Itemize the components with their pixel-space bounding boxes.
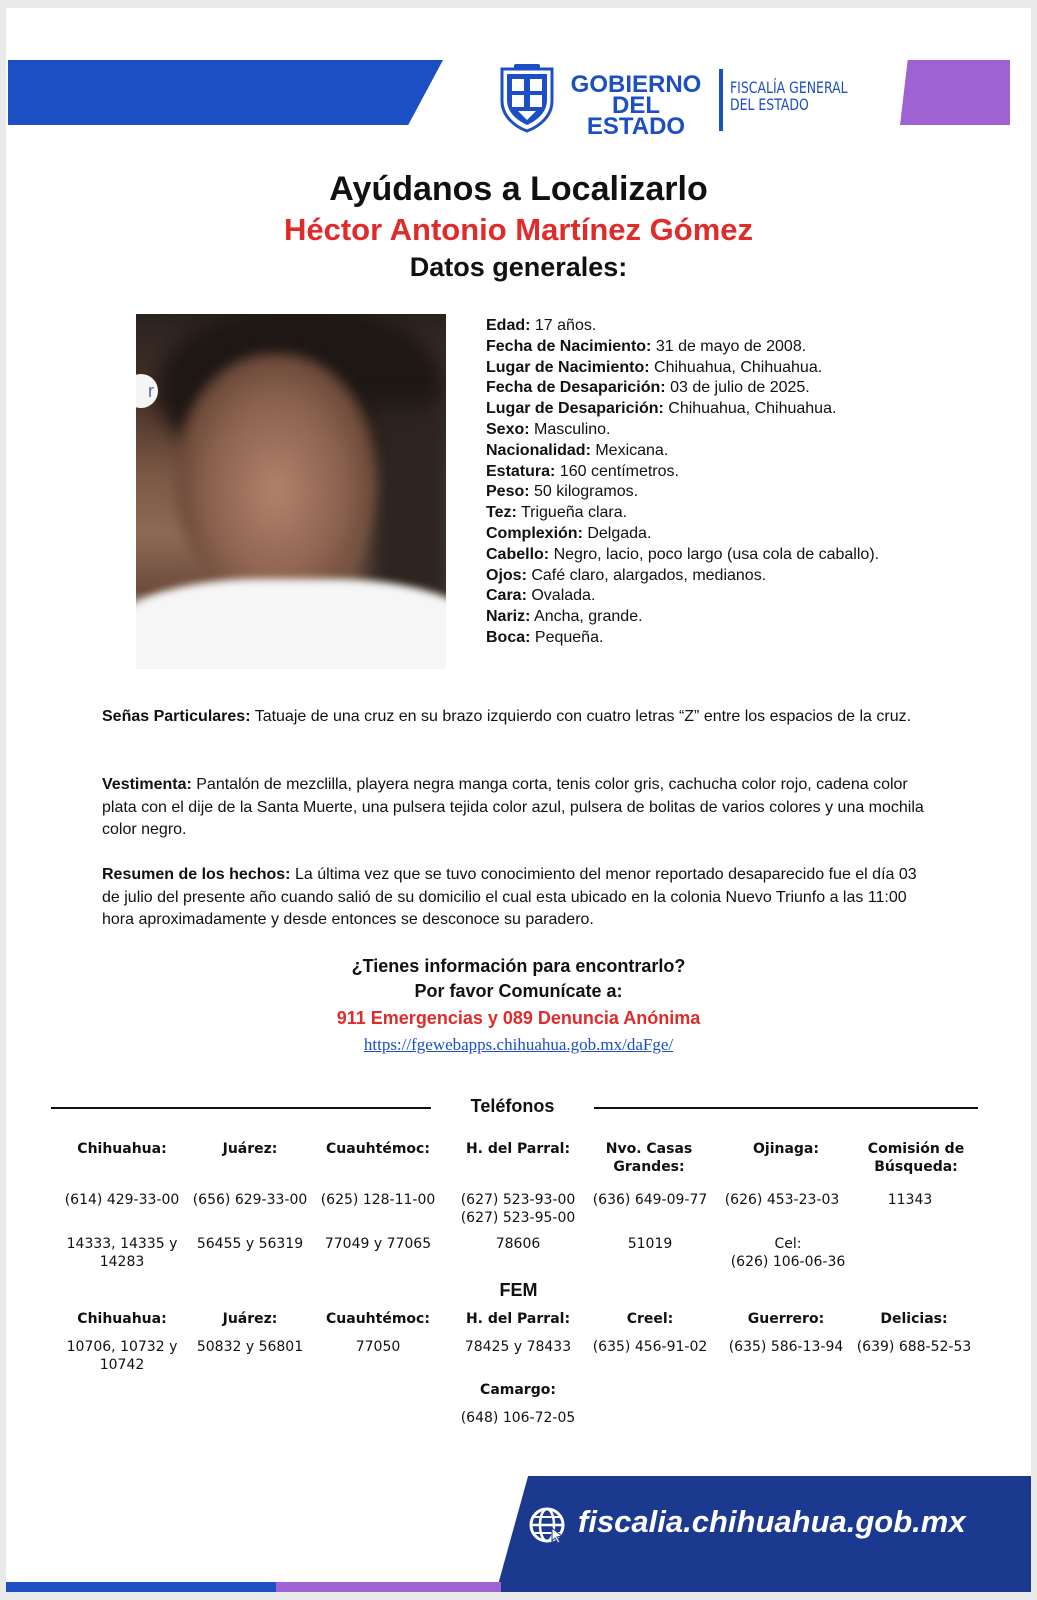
tel-head-juarez: Juárez: bbox=[222, 1141, 278, 1157]
detail-label: Complexión: bbox=[486, 524, 583, 542]
detail-value: Café claro, alargados, medianos. bbox=[526, 566, 767, 584]
fem-value-creel: (635) 456-91-02 bbox=[592, 1339, 708, 1355]
fem-head-camargo: Camargo: bbox=[480, 1382, 556, 1398]
government-logo bbox=[498, 63, 863, 140]
senas-text: Tatuaje de una cruz en su brazo izquierdo con cuatro letras “Z” entre los espacios de la cruz. bbox=[250, 708, 912, 725]
fem-value-juarez: 50832 y 56801 bbox=[196, 1339, 304, 1355]
fem-head-juarez: Juárez: bbox=[222, 1311, 278, 1327]
state-shield-icon bbox=[498, 63, 556, 133]
tel-phone-comision: 11343 bbox=[887, 1192, 933, 1208]
clothing-description bbox=[102, 774, 932, 842]
detail-label: Fecha de Nacimiento: bbox=[486, 337, 652, 355]
fem-value-chihuahua: 10706, 10732 y 10742 bbox=[66, 1339, 178, 1373]
fem-head-guerrero: Guerrero: bbox=[747, 1311, 825, 1327]
fem-head-creel: Creel: bbox=[626, 1311, 674, 1327]
detail-row bbox=[486, 524, 896, 545]
resumen-text: La última vez que se tuvo conocimiento del menor reportado desaparecido fue el día 03 de julio del presente año cuando salió de su domicilio el cual esta ubicado en la colonia Nuevo Triunfo a las 11:00 hora aproximadamente y desde entonces se desconoce su paradero. bbox=[102, 866, 917, 928]
detail-row bbox=[486, 441, 896, 462]
detail-row bbox=[486, 628, 896, 649]
tel-head-ojinaga: Ojinaga: bbox=[753, 1141, 819, 1157]
detail-value: Trigueña clara. bbox=[516, 504, 628, 522]
fem-value-camargo: (648) 106-72-05 bbox=[460, 1410, 576, 1426]
senas-label: Señas Particulares: bbox=[102, 708, 251, 725]
detail-label: Ojos: bbox=[486, 566, 527, 584]
detail-value: 17 años. bbox=[530, 317, 597, 334]
gobierno-line1: GOBIERNO bbox=[570, 71, 702, 98]
detail-label: Estatura: bbox=[486, 462, 556, 480]
divider-left bbox=[51, 1107, 431, 1109]
photo-shadow bbox=[366, 404, 446, 604]
footer-blue-strip bbox=[6, 1582, 276, 1592]
tel-ext-casas-grandes: 51019 bbox=[627, 1236, 673, 1252]
fem-value-cuauhtemoc: 77050 bbox=[355, 1339, 401, 1355]
detail-label: Cabello: bbox=[486, 545, 550, 563]
tel-phone-chihuahua: (614) 429-33-00 bbox=[64, 1192, 180, 1208]
header-purple-bar bbox=[900, 60, 1010, 125]
detail-value: 03 de julio de 2025. bbox=[665, 379, 810, 397]
tel-head-comision: Comisión de Búsqueda: bbox=[867, 1141, 965, 1175]
poster bbox=[6, 8, 1031, 1592]
detail-value: Delgada. bbox=[582, 524, 652, 542]
gobierno-line2: DEL ESTADO bbox=[586, 92, 686, 140]
detail-label: Lugar de Desaparición: bbox=[486, 400, 664, 418]
detail-label: Lugar de Nacimiento: bbox=[486, 358, 650, 376]
detail-value: Mexicana. bbox=[590, 441, 669, 459]
detail-label: Nacionalidad: bbox=[486, 441, 591, 459]
fiscalia-line2: DEL ESTADO bbox=[730, 95, 809, 114]
divider-right bbox=[594, 1107, 978, 1109]
globe-icon bbox=[528, 1506, 566, 1544]
detail-value: 31 de mayo de 2008. bbox=[651, 337, 807, 355]
photo-overlay-button: r bbox=[136, 374, 158, 408]
detail-label: Fecha de Desaparición: bbox=[486, 379, 666, 397]
detail-row bbox=[486, 378, 896, 399]
detail-label: Cara: bbox=[486, 587, 527, 605]
tel-ext-chihuahua: 14333, 14335 y 14283 bbox=[66, 1236, 178, 1270]
website-link[interactable]: fiscalia.chihuahua.gob.mx bbox=[578, 1504, 966, 1539]
tel-ext-ojinaga: Cel: (626) 106-06-36 bbox=[730, 1236, 846, 1270]
tel-phone-juarez: (656) 629-33-00 bbox=[192, 1192, 308, 1208]
detail-row bbox=[486, 337, 896, 358]
tel-head-chihuahua: Chihuahua: bbox=[77, 1141, 167, 1157]
tel-phone-cuauhtemoc: (625) 128-11-00 bbox=[320, 1192, 436, 1208]
poster-heading: Ayúdanos a Localizarlo bbox=[329, 170, 708, 208]
detail-row bbox=[486, 482, 896, 503]
fiscalia-line1: FISCALÍA GENERAL bbox=[730, 78, 848, 97]
detail-value: Pequeña. bbox=[530, 628, 604, 646]
tel-phone-casas-grandes: (636) 649-09-77 bbox=[592, 1192, 708, 1208]
detail-value: Ancha, grande. bbox=[530, 608, 643, 626]
resumen-label: Resumen de los hechos: bbox=[102, 866, 291, 883]
detail-row bbox=[486, 503, 896, 524]
fem-heading: FEM bbox=[499, 1280, 538, 1300]
photo-face bbox=[176, 354, 376, 604]
detail-value: Negro, lacio, poco largo (usa cola de caballo). bbox=[549, 545, 880, 563]
emergency-numbers: 911 Emergencias y 089 Denuncia Anónima bbox=[336, 1008, 701, 1028]
info-question: ¿Tienes información para encontrarlo? bbox=[351, 956, 686, 976]
detail-value: Masculino. bbox=[529, 420, 611, 438]
detail-label: Peso: bbox=[486, 483, 530, 501]
general-data-list bbox=[486, 316, 896, 649]
fem-value-delicias: (639) 688-52-53 bbox=[856, 1339, 972, 1355]
tel-head-cuauhtemoc: Cuauhtémoc: bbox=[326, 1141, 430, 1157]
detail-row bbox=[486, 316, 896, 337]
fem-head-chihuahua: Chihuahua: bbox=[77, 1311, 167, 1327]
report-link[interactable]: https://fgewebapps.chihuahua.gob.mx/daFge/ bbox=[363, 1035, 674, 1054]
detail-row bbox=[486, 566, 896, 587]
detail-row bbox=[486, 607, 896, 628]
detail-row bbox=[486, 462, 896, 483]
detail-label: Sexo: bbox=[486, 420, 530, 438]
tel-phone-ojinaga: (626) 453-23-03 bbox=[724, 1192, 840, 1208]
tel-ext-cuauhtemoc: 77049 y 77065 bbox=[324, 1236, 432, 1252]
tel-phone-parral: (627) 523-93-00 (627) 523-95-00 bbox=[460, 1192, 576, 1226]
fiscalia-wordmark bbox=[730, 79, 848, 113]
footer-purple-strip bbox=[276, 1582, 501, 1592]
detail-value: 50 kilogramos. bbox=[529, 483, 639, 501]
detail-row bbox=[486, 545, 896, 566]
vestimenta-label: Vestimenta: bbox=[102, 776, 192, 793]
distinguishing-marks bbox=[102, 706, 932, 729]
fem-value-guerrero: (635) 586-13-94 bbox=[728, 1339, 844, 1355]
header-blue-bar bbox=[8, 60, 443, 125]
detail-row bbox=[486, 399, 896, 420]
detail-row bbox=[486, 586, 896, 607]
logo-divider bbox=[719, 69, 723, 131]
detail-label: Boca: bbox=[486, 628, 531, 646]
missing-person-photo bbox=[136, 314, 446, 669]
tel-ext-parral: 78606 bbox=[495, 1236, 541, 1252]
fem-head-parral: H. del Parral: bbox=[465, 1311, 571, 1327]
detail-label: Tez: bbox=[486, 504, 517, 522]
photo-shirt bbox=[136, 579, 446, 669]
general-data-heading: Datos generales: bbox=[409, 252, 628, 282]
tel-head-parral: H. del Parral: bbox=[465, 1141, 571, 1157]
contact-prompt: Por favor Comunícate a: bbox=[414, 981, 623, 1001]
facts-summary bbox=[102, 864, 932, 932]
vestimenta-text: Pantalón de mezclilla, playera negra manga corta, tenis color gris, cachucha color rojo, cadena color plata con el dije de la Santa Muerte, una pulsera tejida color azul, pulsera de bolitas de varios colores y una mochila color negro. bbox=[102, 776, 924, 838]
fem-head-delicias: Delicias: bbox=[880, 1311, 948, 1327]
fem-value-parral: 78425 y 78433 bbox=[464, 1339, 572, 1355]
gobierno-wordmark bbox=[566, 71, 706, 140]
telefonos-heading: Teléfonos bbox=[470, 1096, 555, 1116]
detail-value: Chihuahua, Chihuahua. bbox=[663, 400, 837, 418]
detail-value: Chihuahua, Chihuahua. bbox=[649, 358, 823, 376]
fem-head-cuauhtemoc: Cuauhtémoc: bbox=[326, 1311, 430, 1327]
tel-head-casas-grandes: Nvo. Casas Grandes: bbox=[605, 1141, 693, 1175]
detail-label: Edad: bbox=[486, 317, 531, 334]
detail-row bbox=[486, 358, 896, 379]
missing-person-name: Héctor Antonio Martínez Gómez bbox=[283, 212, 754, 247]
detail-value: Ovalada. bbox=[526, 587, 596, 605]
tel-ext-juarez: 56455 y 56319 bbox=[196, 1236, 304, 1252]
detail-label: Nariz: bbox=[486, 608, 531, 626]
detail-value: 160 centímetros. bbox=[555, 462, 679, 480]
detail-row bbox=[486, 420, 896, 441]
